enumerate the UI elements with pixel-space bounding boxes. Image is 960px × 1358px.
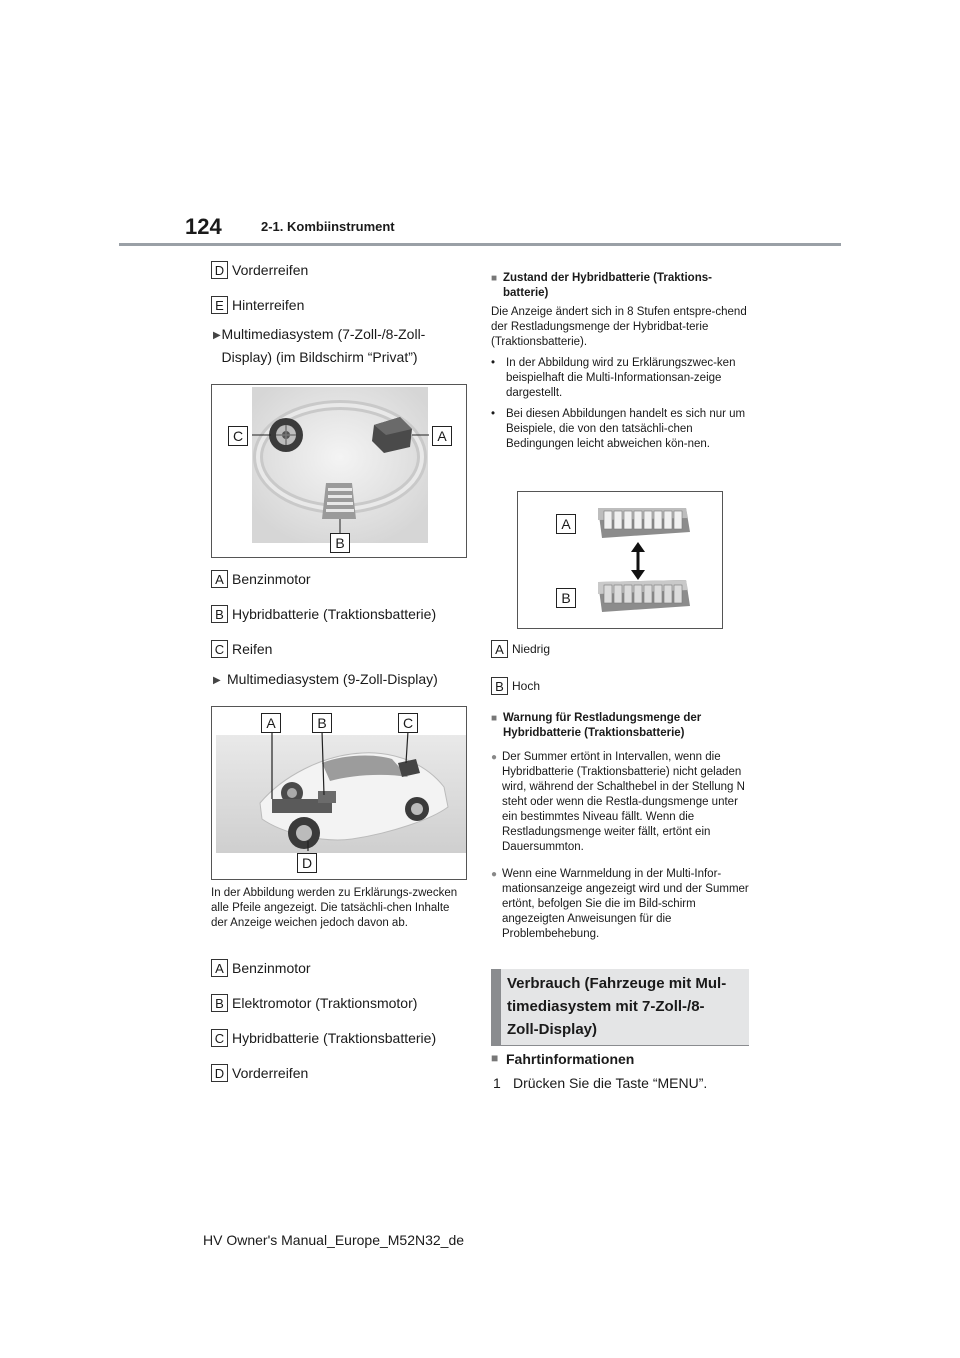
list-item: [211, 640, 272, 658]
warning-item: [491, 867, 749, 942]
item-label: Benzinmotor: [232, 960, 311, 976]
energy-flow-figure-1: [211, 384, 467, 558]
list-item: [211, 959, 311, 977]
callout-a: A: [432, 426, 452, 446]
list-item: [211, 994, 417, 1012]
callout-a: A: [261, 713, 281, 733]
list-item: [211, 296, 304, 314]
callout-c: C: [398, 713, 418, 733]
warning-heading: [491, 711, 749, 741]
warning-item: [491, 750, 749, 855]
circle-bullet-icon: ●: [491, 752, 498, 763]
bullet-item: [491, 407, 749, 452]
item-label: Vorderreifen: [232, 1065, 309, 1081]
tire-icon: [269, 418, 303, 452]
consumption-section-box: [491, 969, 749, 1045]
warning-text: Wenn eine Warnmeldung in der Multi-Infor-mationsanzeige angezeigt wird und der Summer ertönt, befolgen Sie die im Bild-schirm angezeigten Anweisungen für die Problembehebung.: [502, 868, 749, 940]
battery-level-figure: [517, 491, 723, 629]
letter-badge: B: [491, 677, 508, 695]
subsection-label: Multimediasystem (7-Zoll-/8-Zoll-Display) (im Bildschirm “Privat”): [221, 326, 426, 365]
triangle-right-icon: ▶: [213, 675, 221, 686]
letter-badge: B: [211, 605, 228, 623]
figure-caption: In der Abbildung werden zu Erklärungs-zwecken alle Pfeile angezeigt. Die tatsächli-chen Inhalte der Anzeige weichen jedoch davon ab.: [211, 887, 458, 929]
letter-badge: C: [211, 640, 228, 658]
letter-badge: D: [211, 261, 228, 279]
list-item: [211, 1029, 436, 1047]
letter-badge: A: [211, 959, 228, 977]
step-text: Drücken Sie die Taste “MENU”.: [513, 1075, 708, 1091]
section-title: 2-1. Kombiinstrument: [261, 219, 395, 234]
list-item: [211, 605, 436, 623]
list-item: [211, 1064, 308, 1082]
step-item: [493, 1075, 707, 1091]
box-underline: [491, 1045, 749, 1046]
item-label: Hybridbatterie (Traktionsbatterie): [232, 1030, 437, 1046]
item-label: Vorderreifen: [232, 262, 309, 278]
bullet-text: Bei diesen Abbildungen handelt es sich nur um Beispiele, die von den tatsächli-chen Bedingungen leicht abweichen kön-nen.: [506, 408, 746, 450]
letter-badge: B: [211, 994, 228, 1012]
subsection-multimedia-9: [213, 668, 465, 692]
square-bullet-icon: ■: [491, 713, 498, 724]
callout-b: B: [312, 713, 332, 733]
bullet-marker: •: [491, 357, 496, 369]
heading-text: Warnung für Restladungsmenge der Hybridbatterie (Traktionsbatterie): [503, 712, 702, 739]
box-line: Verbrauch (Fahrzeuge mit Mul-: [507, 975, 727, 992]
battery-intro: Die Anzeige ändert sich in 8 Stufen entspre-chend der Restladungsmenge der Hybridbat-terie (Traktionsbatterie).: [491, 306, 747, 348]
battery-low-icon: [598, 508, 690, 538]
square-bullet-icon: ■: [491, 273, 498, 284]
fahrt-heading: [491, 1051, 634, 1067]
battery-bullets: [491, 356, 749, 458]
callout-a: A: [556, 514, 576, 534]
callout-b: B: [330, 533, 350, 553]
list-item: [491, 640, 550, 658]
figure-3-illustration: [518, 492, 723, 629]
footer-text: HV Owner's Manual_Europe_M52N32_de: [203, 1232, 465, 1248]
header-rule: [119, 243, 841, 246]
letter-badge: A: [211, 570, 228, 588]
circle-bullet-icon: ●: [491, 869, 498, 880]
item-label: Hoch: [512, 679, 541, 693]
battery-icon: [322, 483, 356, 519]
letter-badge: D: [211, 1064, 228, 1082]
bullet-item: [491, 356, 749, 401]
bullet-text: In der Abbildung wird zu Erklärungszwec-ken beispielhaft die Multi-Informationsan-zeige dargestellt.: [506, 357, 736, 399]
item-label: Elektromotor (Traktionsmotor): [232, 995, 418, 1011]
square-bullet-icon: ■: [491, 1051, 499, 1065]
box-line: Zoll-Display): [507, 1021, 598, 1038]
energy-flow-figure-2: [211, 706, 467, 880]
bullet-marker: •: [491, 408, 496, 420]
page-number: 124: [185, 214, 222, 239]
callout-b: B: [556, 588, 576, 608]
callout-c: C: [228, 426, 248, 446]
battery-state-heading: [491, 271, 749, 301]
callout-d: D: [297, 853, 317, 873]
item-label: Benzinmotor: [232, 571, 311, 587]
list-item: [211, 261, 308, 279]
triangle-right-icon: ▶: [213, 330, 221, 341]
list-item: [211, 570, 311, 588]
item-label: Reifen: [232, 641, 273, 657]
step-number: 1: [493, 1075, 501, 1091]
letter-badge: C: [211, 1029, 228, 1047]
subsection-label: Multimediasystem (9-Zoll-Display): [227, 671, 438, 687]
letter-badge: A: [491, 640, 508, 658]
heading-text: Zustand der Hybridbatterie (Traktions-batterie): [503, 272, 712, 299]
letter-badge: E: [211, 296, 228, 314]
box-line: timediasystem mit 7-Zoll-/8-: [507, 998, 705, 1015]
item-label: Niedrig: [512, 642, 551, 656]
double-arrow-icon: [631, 542, 645, 580]
heading-text: Fahrtinformationen: [506, 1051, 635, 1067]
item-label: Hinterreifen: [232, 297, 305, 313]
battery-high-icon: [598, 580, 690, 612]
warning-text: Der Summer ertönt in Intervallen, wenn die Hybridbatterie (Traktionsbatterie) nicht geladen wird, während der Schalthebel in der Stellung N steht oder wenn die Restla-dungsmenge unter ein bestimmtes Niveau fällt. Wenn die Restladungsmenge weiter fällt, ertönt ein Dauersummton.: [502, 751, 745, 853]
item-label: Hybridbatterie (Traktionsbatterie): [232, 606, 437, 622]
figure-2-illustration: [212, 707, 467, 880]
subsection-multimedia-7-8: [213, 323, 465, 369]
list-item: [491, 677, 540, 695]
